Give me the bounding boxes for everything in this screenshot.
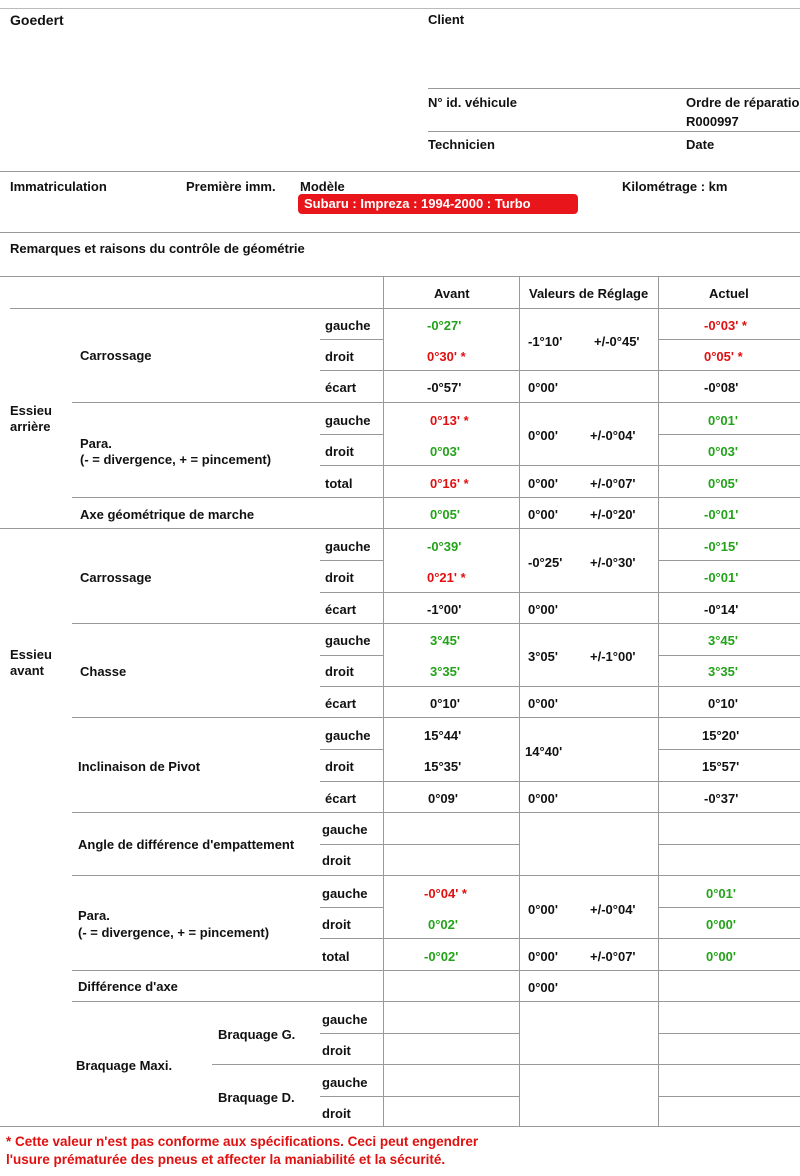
front-camber-diff-before: -1°00' (427, 602, 462, 617)
column-divider (519, 276, 520, 1126)
rear-camber-diff-current: -0°08' (704, 380, 739, 395)
front-toe-right-current: 0°00' (706, 917, 736, 932)
row-line (320, 655, 383, 656)
row-line (320, 781, 800, 782)
row-line (658, 560, 800, 561)
front-toe-total-nominal: 0°00' (528, 949, 558, 964)
rear-toe-left-current: 0°01' (708, 413, 738, 428)
steer-right-label: Braquage D. (218, 1090, 295, 1105)
row-line (72, 497, 800, 498)
row-line (658, 434, 800, 435)
side-left-label: gauche (325, 413, 371, 428)
row-line (320, 560, 383, 561)
vehicle-id-label: N° id. véhicule (428, 95, 518, 110)
side-left-label: gauche (322, 1075, 368, 1090)
front-toe-left-current: 0°01' (706, 886, 736, 901)
rear-camber-label: Carrossage (80, 348, 152, 363)
row-line (72, 875, 800, 876)
row-line (320, 370, 800, 371)
row-line (320, 938, 800, 939)
setback-label: Angle de différence d'empattement (78, 837, 295, 852)
side-right-label: droit (322, 1043, 351, 1058)
side-diff-label: écart (325, 696, 357, 711)
caster-left-before: 3°45' (430, 633, 460, 648)
date-label: Date (686, 137, 715, 152)
rear-camber-left-before: -0°27' (427, 318, 462, 333)
column-header-settings: Valeurs de Réglage (529, 286, 649, 301)
thrust-angle-tolerance: +/-0°20' (590, 507, 636, 522)
rear-toe-right-current: 0°03' (708, 444, 738, 459)
row-line (72, 717, 800, 718)
row-line (212, 1064, 800, 1065)
model-label: Modèle (300, 179, 345, 194)
front-axle-label-2: avant (10, 663, 44, 678)
caster-tolerance: +/-1°00' (590, 649, 636, 664)
row-line (320, 749, 383, 750)
row-line (320, 1096, 519, 1097)
axle-diff-nominal: 0°00' (528, 980, 558, 995)
row-line (72, 402, 800, 403)
company-name: Goedert (10, 12, 64, 28)
front-camber-nominal: -0°25' (528, 555, 563, 570)
thrust-angle-current: -0°01' (704, 507, 739, 522)
front-toe-total-tolerance: +/-0°07' (590, 949, 636, 964)
row-line (658, 844, 800, 845)
side-left-label: gauche (325, 728, 371, 743)
row-line (320, 434, 383, 435)
repair-order-label: Ordre de réparatio (686, 95, 800, 110)
rear-toe-label: Para. (80, 436, 112, 451)
rear-toe-total-current: 0°05' (708, 476, 738, 491)
thrust-angle-label: Axe géométrique de marche (80, 507, 255, 522)
side-right-label: droit (322, 917, 351, 932)
row-line (658, 1033, 800, 1034)
front-toe-left-before: -0°04' * (424, 886, 467, 901)
model-badge: Subaru : Impreza : 1994-2000 : Turbo (298, 194, 578, 214)
side-diff-label: écart (325, 791, 357, 806)
table-top-line (0, 276, 800, 277)
rear-axle-label: Essieu (10, 403, 52, 418)
caster-diff-before: 0°10' (430, 696, 460, 711)
row-line (72, 1001, 800, 1002)
rear-toe-tolerance: +/-0°04' (590, 428, 636, 443)
side-right-label: droit (325, 570, 354, 585)
caster-label: Chasse (80, 664, 127, 679)
rear-camber-diff-nominal: 0°00' (528, 380, 558, 395)
side-right-label: droit (322, 1106, 351, 1121)
thrust-angle-nominal: 0°00' (528, 507, 558, 522)
front-toe-sublabel: (- = divergence, + = pincement) (78, 925, 270, 940)
side-diff-label: écart (325, 380, 357, 395)
side-left-label: gauche (325, 633, 371, 648)
divider (0, 232, 800, 233)
front-toe-label: Para. (78, 908, 110, 923)
kpi-diff-before: 0°09' (428, 791, 458, 806)
side-left-label: gauche (322, 886, 368, 901)
rear-camber-right-before: 0°30' * (427, 349, 466, 364)
column-header-current: Actuel (709, 286, 749, 301)
compliance-note-line2: l'usure prématurée des pneus et affecter la maniabilité et la sécurité. (6, 1152, 446, 1167)
kpi-nominal: 14°40' (525, 744, 563, 759)
client-label: Client (428, 12, 465, 27)
caster-nominal: 3°05' (528, 649, 558, 664)
rear-toe-left-before: 0°13' * (430, 413, 469, 428)
row-line (320, 1033, 519, 1034)
kpi-left-current: 15°20' (702, 728, 740, 743)
table-header-line (10, 308, 800, 309)
rear-camber-left-current: -0°03' * (704, 318, 747, 333)
rear-toe-total-nominal: 0°00' (528, 476, 558, 491)
kpi-diff-nominal: 0°00' (528, 791, 558, 806)
caster-right-before: 3°35' (430, 664, 460, 679)
caster-right-current: 3°35' (708, 664, 738, 679)
front-toe-total-current: 0°00' (706, 949, 736, 964)
axle-diff-label: Différence d'axe (78, 979, 178, 994)
row-line (658, 655, 800, 656)
first-registration-label: Première imm. (186, 179, 276, 194)
divider (428, 88, 800, 89)
rear-toe-total-before: 0°16' * (430, 476, 469, 491)
side-diff-label: écart (325, 602, 357, 617)
rear-axle-label-2: arrière (10, 419, 51, 434)
row-line (320, 339, 383, 340)
front-toe-nominal: 0°00' (528, 902, 558, 917)
row-line (658, 1096, 800, 1097)
rear-camber-right-current: 0°05' * (704, 349, 743, 364)
front-toe-right-before: 0°02' (428, 917, 458, 932)
column-divider (383, 276, 384, 1126)
side-right-label: droit (325, 759, 354, 774)
front-camber-left-before: -0°39' (427, 539, 462, 554)
side-left-label: gauche (325, 539, 371, 554)
row-line (320, 592, 800, 593)
column-divider (658, 276, 659, 1126)
row-line (320, 907, 383, 908)
caster-left-current: 3°45' (708, 633, 738, 648)
rear-camber-nominal: -1°10' (528, 334, 563, 349)
rear-toe-sublabel: (- = divergence, + = pincement) (80, 452, 272, 467)
kpi-diff-current: -0°37' (704, 791, 739, 806)
compliance-note (6, 1133, 478, 1169)
column-header-before: Avant (434, 286, 470, 301)
steer-left-label: Braquage G. (218, 1027, 296, 1042)
repair-order-value: R000997 (686, 114, 739, 129)
front-camber-right-before: 0°21' * (427, 570, 466, 585)
table-bottom-line (0, 1126, 800, 1127)
side-right-label: droit (325, 664, 354, 679)
divider (0, 171, 800, 172)
row-line (320, 686, 800, 687)
remarks-label: Remarques et raisons du contrôle de géométrie (10, 241, 305, 256)
front-camber-label: Carrossage (80, 570, 152, 585)
front-axle-label: Essieu (10, 647, 52, 662)
rear-camber-tolerance: +/-0°45' (594, 334, 640, 349)
divider (428, 131, 800, 132)
max-steer-label: Braquage Maxi. (76, 1058, 173, 1073)
thrust-angle-before: 0°05' (430, 507, 460, 522)
front-camber-diff-nominal: 0°00' (528, 602, 558, 617)
row-line (320, 844, 519, 845)
rear-toe-total-tolerance: +/-0°07' (590, 476, 636, 491)
side-left-label: gauche (322, 1012, 368, 1027)
rear-toe-right-before: 0°03' (430, 444, 460, 459)
front-camber-left-current: -0°15' (704, 539, 739, 554)
caster-diff-current: 0°10' (708, 696, 738, 711)
row-line (658, 339, 800, 340)
row-line (72, 623, 800, 624)
kpi-left-before: 15°44' (424, 728, 462, 743)
row-line (658, 749, 800, 750)
registration-label: Immatriculation (10, 179, 107, 194)
rear-toe-nominal: 0°00' (528, 428, 558, 443)
kpi-right-current: 15°57' (702, 759, 740, 774)
row-line (320, 465, 800, 466)
compliance-note-line1: * Cette valeur n'est pas conforme aux spécifications. Ceci peut engendrer (6, 1134, 479, 1149)
kpi-label: Inclinaison de Pivot (78, 759, 201, 774)
side-total-label: total (322, 949, 350, 964)
caster-diff-nominal: 0°00' (528, 696, 558, 711)
front-camber-diff-current: -0°14' (704, 602, 739, 617)
front-camber-tolerance: +/-0°30' (590, 555, 636, 570)
front-toe-total-before: -0°02' (424, 949, 459, 964)
side-left-label: gauche (322, 822, 368, 837)
section-line (0, 528, 800, 529)
front-toe-tolerance: +/-0°04' (590, 902, 636, 917)
front-camber-right-current: -0°01' (704, 570, 739, 585)
row-line (658, 907, 800, 908)
side-right-label: droit (325, 444, 354, 459)
side-left-label: gauche (325, 318, 371, 333)
kpi-right-before: 15°35' (424, 759, 462, 774)
side-total-label: total (325, 476, 353, 491)
rear-camber-diff-before: -0°57' (427, 380, 462, 395)
divider (0, 8, 800, 9)
technician-label: Technicien (428, 137, 495, 152)
mileage-label: Kilométrage : km (622, 179, 728, 194)
row-line (72, 812, 800, 813)
side-right-label: droit (322, 853, 351, 868)
side-right-label: droit (325, 349, 354, 364)
row-line (72, 970, 800, 971)
